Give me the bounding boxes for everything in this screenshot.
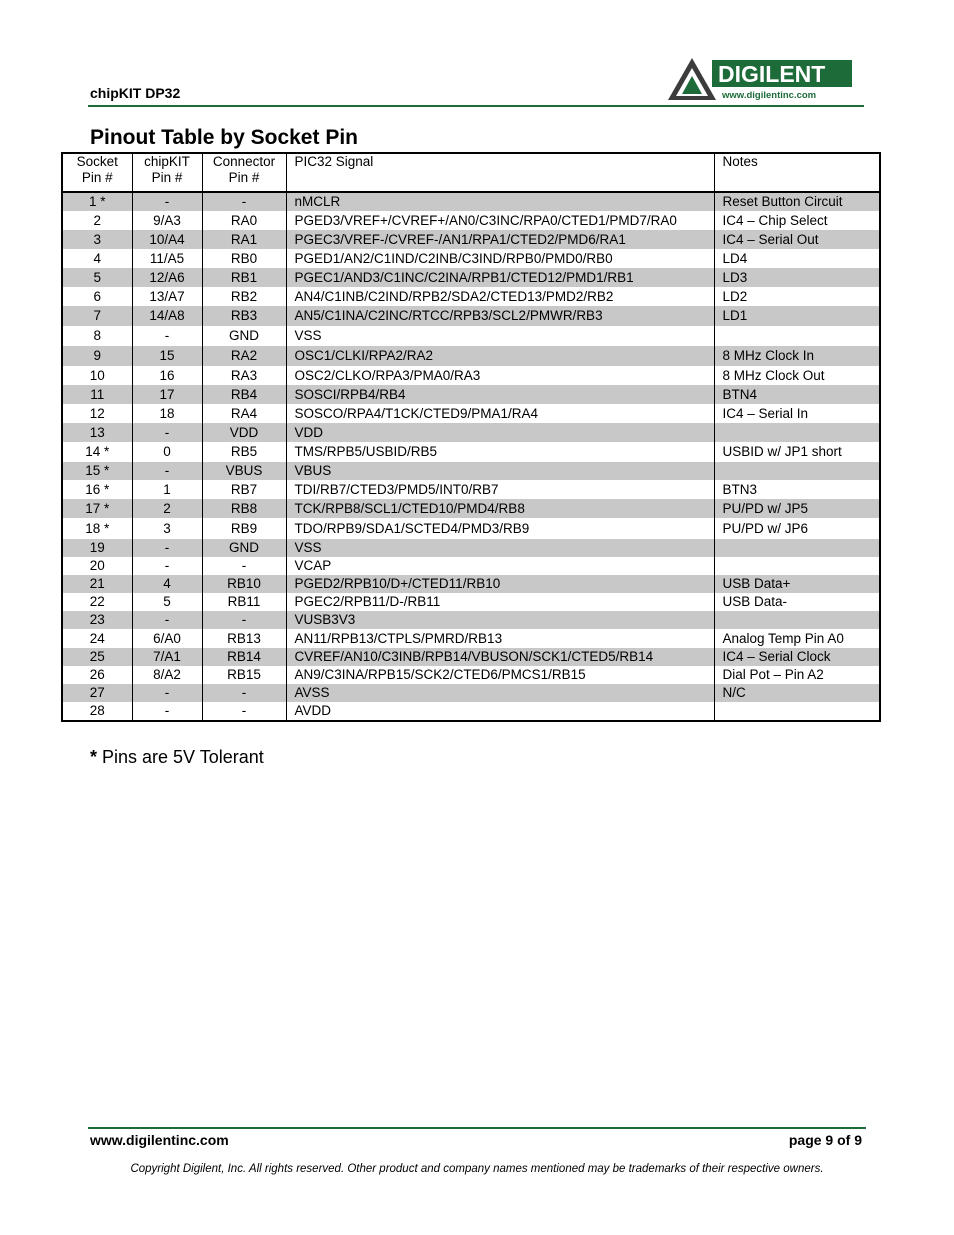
table-row — [62, 499, 880, 518]
chipkit-pin-cell: - — [132, 702, 202, 721]
table-row — [62, 423, 880, 442]
pic32-signal-cell: nMCLR — [286, 192, 714, 211]
table-row — [62, 593, 880, 611]
socket-pin-cell: 21 — [62, 575, 132, 593]
section-title: Pinout Table by Socket Pin — [90, 126, 358, 149]
pic32-signal-cell: OSC2/CLKO/RPA3/PMA0/RA3 — [286, 366, 714, 385]
notes-cell: PU/PD w/ JP5 — [714, 499, 880, 518]
socket-pin-cell: 17 * — [62, 499, 132, 518]
notes-cell: LD4 — [714, 249, 880, 268]
socket-pin-cell: 22 — [62, 593, 132, 611]
socket-pin-cell: 11 — [62, 385, 132, 404]
connector-pin-cell: - — [202, 611, 286, 629]
connector-pin-cell: RB5 — [202, 442, 286, 462]
connector-pin-cell: RA0 — [202, 211, 286, 230]
pic32-signal-cell: VBUS — [286, 462, 714, 480]
socket-pin-cell: 28 — [62, 702, 132, 721]
connector-pin-cell: RB3 — [202, 306, 286, 326]
connector-pin-cell: RB10 — [202, 575, 286, 593]
socket-pin-cell: 26 — [62, 666, 132, 684]
connector-pin-cell: RB1 — [202, 268, 286, 287]
pic32-signal-cell: AN4/C1INB/C2IND/RPB2/SDA2/CTED13/PMD2/RB2 — [286, 287, 714, 306]
pic32-signal-cell: TMS/RPB5/USBID/RB5 — [286, 442, 714, 462]
chipkit-pin-cell: - — [132, 326, 202, 346]
socket-pin-cell: 6 — [62, 287, 132, 306]
table-row — [62, 346, 880, 366]
connector-pin-cell: RA4 — [202, 404, 286, 423]
chipkit-pin-cell: 6/A0 — [132, 629, 202, 648]
pic32-signal-cell: VUSB3V3 — [286, 611, 714, 629]
connector-pin-cell: VDD — [202, 423, 286, 442]
chipkit-pin-cell: - — [132, 462, 202, 480]
chipkit-pin-cell: - — [132, 684, 202, 702]
table-row — [62, 404, 880, 423]
socket-pin-cell: 15 * — [62, 462, 132, 480]
chipkit-pin-cell: 17 — [132, 385, 202, 404]
socket-pin-cell: 18 * — [62, 518, 132, 539]
socket-pin-cell: 4 — [62, 249, 132, 268]
connector-pin-cell: RA1 — [202, 230, 286, 249]
connector-pin-cell: RB11 — [202, 593, 286, 611]
chipkit-pin-cell: 13/A7 — [132, 287, 202, 306]
header-connector-pin: Connector Pin # — [202, 153, 286, 192]
header-socket-pin: Socket Pin # — [62, 153, 132, 192]
footer-page-number: page 9 of 9 — [788, 1132, 862, 1148]
notes-cell: IC4 – Serial In — [714, 404, 880, 423]
table-row — [62, 702, 880, 721]
notes-cell — [714, 702, 880, 721]
socket-pin-cell: 20 — [62, 557, 132, 575]
table-row — [62, 192, 880, 211]
table-row — [62, 211, 880, 230]
socket-pin-cell: 24 — [62, 629, 132, 648]
pic32-signal-cell: PGEC2/RPB11/D-/RB11 — [286, 593, 714, 611]
notes-cell: 8 MHz Clock In — [714, 346, 880, 366]
socket-pin-cell: 27 — [62, 684, 132, 702]
chipkit-pin-cell: 7/A1 — [132, 648, 202, 666]
notes-cell: LD3 — [714, 268, 880, 287]
connector-pin-cell: RB13 — [202, 629, 286, 648]
pic32-signal-cell: OSC1/CLKI/RPA2/RA2 — [286, 346, 714, 366]
notes-cell: USB Data- — [714, 593, 880, 611]
chipkit-pin-cell: 12/A6 — [132, 268, 202, 287]
connector-pin-cell: RB14 — [202, 648, 286, 666]
chipkit-pin-cell: - — [132, 192, 202, 211]
pic32-signal-cell: SOSCO/RPA4/T1CK/CTED9/PMA1/RA4 — [286, 404, 714, 423]
socket-pin-cell: 16 * — [62, 480, 132, 499]
pic32-signal-cell: VSS — [286, 326, 714, 346]
socket-pin-cell: 14 * — [62, 442, 132, 462]
connector-pin-cell: RB8 — [202, 499, 286, 518]
chipkit-pin-cell: 0 — [132, 442, 202, 462]
notes-cell: USB Data+ — [714, 575, 880, 593]
notes-cell: N/C — [714, 684, 880, 702]
connector-pin-cell: RA2 — [202, 346, 286, 366]
table-row — [62, 366, 880, 385]
chipkit-pin-cell: 3 — [132, 518, 202, 539]
logo-url-text: www.digilentinc.com — [722, 90, 817, 101]
chipkit-pin-cell: 15 — [132, 346, 202, 366]
table-row — [62, 385, 880, 404]
pic32-signal-cell: CVREF/AN10/C3INB/RPB14/VBUSON/SCK1/CTED5/RB14 — [286, 648, 714, 666]
chipkit-pin-cell: 5 — [132, 593, 202, 611]
notes-cell — [714, 462, 880, 480]
pic32-signal-cell: SOSCI/RPB4/RB4 — [286, 385, 714, 404]
pic32-signal-cell: TCK/RPB8/SCL1/CTED10/PMD4/RB8 — [286, 499, 714, 518]
socket-pin-cell: 2 — [62, 211, 132, 230]
connector-pin-cell: - — [202, 702, 286, 721]
connector-pin-cell: GND — [202, 326, 286, 346]
notes-cell — [714, 423, 880, 442]
note-text: Pins are 5V Tolerant — [97, 747, 264, 767]
socket-pin-cell: 1 * — [62, 192, 132, 211]
notes-cell: IC4 – Chip Select — [714, 211, 880, 230]
chipkit-pin-cell: 18 — [132, 404, 202, 423]
table-row — [62, 306, 880, 326]
connector-pin-cell: RA3 — [202, 366, 286, 385]
table-row — [62, 249, 880, 268]
socket-pin-cell: 25 — [62, 648, 132, 666]
chipkit-pin-cell: 4 — [132, 575, 202, 593]
chipkit-pin-cell: - — [132, 539, 202, 557]
socket-pin-cell: 3 — [62, 230, 132, 249]
chipkit-pin-cell: 14/A8 — [132, 306, 202, 326]
notes-cell: IC4 – Serial Out — [714, 230, 880, 249]
table-header-row — [62, 153, 880, 192]
table-row — [62, 326, 880, 346]
digilent-logo-icon — [666, 56, 856, 102]
connector-pin-cell: - — [202, 192, 286, 211]
chipkit-pin-cell: 16 — [132, 366, 202, 385]
pic32-signal-cell: VDD — [286, 423, 714, 442]
table-row — [62, 611, 880, 629]
pic32-signal-cell: PGED3/VREF+/CVREF+/AN0/C3INC/RPA0/CTED1/PMD7/RA0 — [286, 211, 714, 230]
pic32-signal-cell: AN9/C3INA/RPB15/SCK2/CTED6/PMCS1/RB15 — [286, 666, 714, 684]
notes-cell — [714, 539, 880, 557]
chipkit-pin-cell: 9/A3 — [132, 211, 202, 230]
connector-pin-cell: - — [202, 684, 286, 702]
table-row — [62, 462, 880, 480]
connector-pin-cell: VBUS — [202, 462, 286, 480]
pinout-table — [61, 152, 881, 722]
chipkit-pin-cell: 10/A4 — [132, 230, 202, 249]
notes-cell: LD2 — [714, 287, 880, 306]
notes-cell: Analog Temp Pin A0 — [714, 629, 880, 648]
connector-pin-cell: RB7 — [202, 480, 286, 499]
table-row — [62, 648, 880, 666]
table-row — [62, 268, 880, 287]
document-header-title: chipKIT DP32 — [90, 85, 181, 101]
chipkit-pin-cell: 11/A5 — [132, 249, 202, 268]
socket-pin-cell: 9 — [62, 346, 132, 366]
notes-cell: Reset Button Circuit — [714, 192, 880, 211]
notes-cell: LD1 — [714, 306, 880, 326]
pic32-signal-cell: PGEC1/AND3/C1INC/C2INA/RPB1/CTED12/PMD1/RB1 — [286, 268, 714, 287]
notes-cell: IC4 – Serial Clock — [714, 648, 880, 666]
notes-cell: BTN3 — [714, 480, 880, 499]
chipkit-pin-cell: 8/A2 — [132, 666, 202, 684]
notes-cell — [714, 611, 880, 629]
socket-pin-cell: 7 — [62, 306, 132, 326]
notes-cell: BTN4 — [714, 385, 880, 404]
pic32-signal-cell: AN5/C1INA/C2INC/RTCC/RPB3/SCL2/PMWR/RB3 — [286, 306, 714, 326]
chipkit-pin-cell: - — [132, 557, 202, 575]
connector-pin-cell: RB9 — [202, 518, 286, 539]
socket-pin-cell: 19 — [62, 539, 132, 557]
table-row — [62, 230, 880, 249]
header-notes: Notes — [714, 153, 880, 192]
table-row — [62, 287, 880, 306]
notes-cell — [714, 326, 880, 346]
notes-cell: 8 MHz Clock Out — [714, 366, 880, 385]
logo-brand-text: DIGILENT — [718, 61, 826, 87]
socket-pin-cell: 23 — [62, 611, 132, 629]
pic32-signal-cell: VCAP — [286, 557, 714, 575]
notes-cell: USBID w/ JP1 short — [714, 442, 880, 462]
socket-pin-cell: 8 — [62, 326, 132, 346]
table-row — [62, 629, 880, 648]
pic32-signal-cell: VSS — [286, 539, 714, 557]
copyright-notice: Copyright Digilent, Inc. All rights reserved. Other product and company names mentioned may be trademarks of their respective owners. — [130, 1163, 824, 1175]
table-row — [62, 442, 880, 462]
notes-cell: PU/PD w/ JP6 — [714, 518, 880, 539]
header-divider — [88, 105, 864, 107]
footer-divider — [88, 1127, 866, 1129]
chipkit-pin-cell: - — [132, 611, 202, 629]
socket-pin-cell: 13 — [62, 423, 132, 442]
pic32-signal-cell: AVDD — [286, 702, 714, 721]
header-chipkit-pin: chipKIT Pin # — [132, 153, 202, 192]
pic32-signal-cell: TDO/RPB9/SDA1/SCTED4/PMD3/RB9 — [286, 518, 714, 539]
connector-pin-cell: RB0 — [202, 249, 286, 268]
socket-pin-cell: 5 — [62, 268, 132, 287]
connector-pin-cell: RB4 — [202, 385, 286, 404]
notes-cell: Dial Pot – Pin A2 — [714, 666, 880, 684]
connector-pin-cell: RB2 — [202, 287, 286, 306]
notes-cell — [714, 557, 880, 575]
chipkit-pin-cell: - — [132, 423, 202, 442]
pinout-table-body — [62, 192, 880, 721]
pic32-signal-cell: PGED1/AN2/C1IND/C2INB/C3IND/RPB0/PMD0/RB0 — [286, 249, 714, 268]
table-row — [62, 480, 880, 499]
table-row — [62, 575, 880, 593]
connector-pin-cell: RB15 — [202, 666, 286, 684]
tolerance-note — [90, 747, 264, 768]
header-pic32-signal: PIC32 Signal — [286, 153, 714, 192]
pic32-signal-cell: AVSS — [286, 684, 714, 702]
note-star: * — [90, 747, 98, 767]
connector-pin-cell: - — [202, 557, 286, 575]
pic32-signal-cell: PGED2/RPB10/D+/CTED11/RB10 — [286, 575, 714, 593]
chipkit-pin-cell: 2 — [132, 499, 202, 518]
table-row — [62, 518, 880, 539]
pic32-signal-cell: PGEC3/VREF-/CVREF-/AN1/RPA1/CTED2/PMD6/RA1 — [286, 230, 714, 249]
connector-pin-cell: GND — [202, 539, 286, 557]
footer-url: www.digilentinc.com — [90, 1132, 229, 1148]
socket-pin-cell: 12 — [62, 404, 132, 423]
table-row — [62, 684, 880, 702]
pic32-signal-cell: TDI/RB7/CTED3/PMD5/INT0/RB7 — [286, 480, 714, 499]
socket-pin-cell: 10 — [62, 366, 132, 385]
table-row — [62, 539, 880, 557]
table-row — [62, 666, 880, 684]
table-row — [62, 557, 880, 575]
pic32-signal-cell: AN11/RPB13/CTPLS/PMRD/RB13 — [286, 629, 714, 648]
chipkit-pin-cell: 1 — [132, 480, 202, 499]
